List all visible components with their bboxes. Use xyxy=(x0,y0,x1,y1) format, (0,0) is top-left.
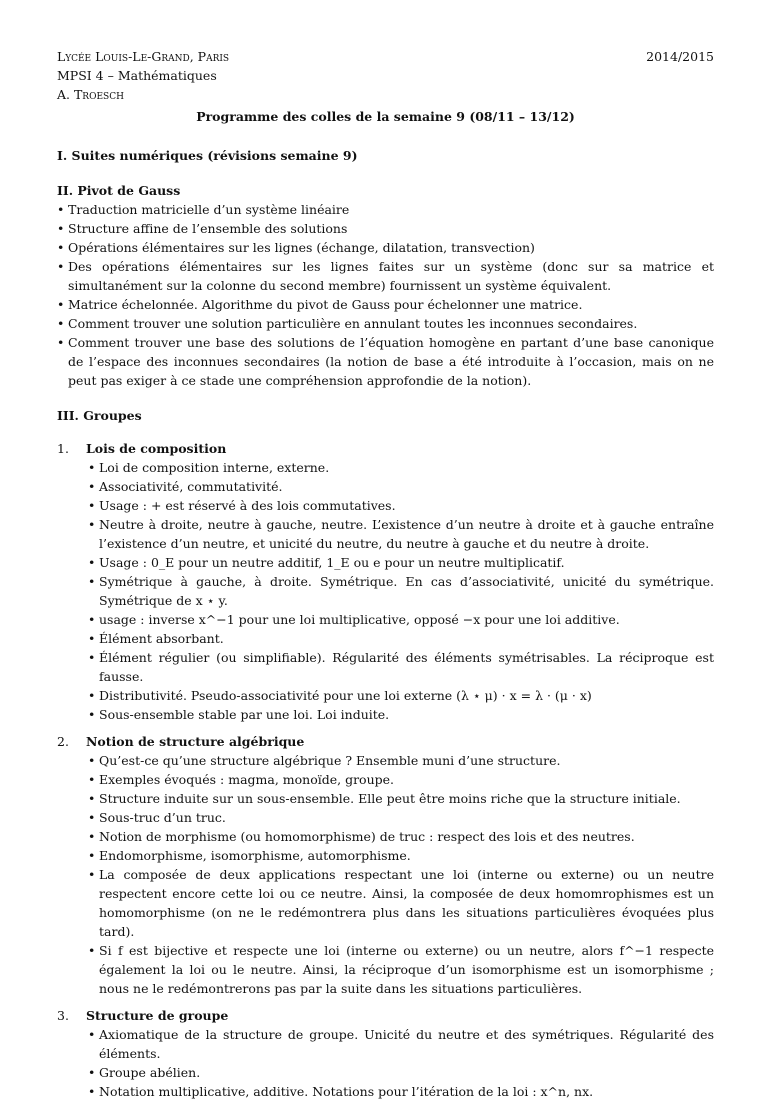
page-title: Programme des colles de la semaine 9 (08/11 – 13/12) xyxy=(196,109,575,124)
class-line: MPSI 4 – Mathématiques xyxy=(57,68,217,83)
section-pivot-gauss xyxy=(57,181,714,390)
list-item: • Des opérations élémentaires sur les lignes faites sur un système (donc sur sa matrice et simultanément sur la colonne du second membre) fournissent un système équivalent. xyxy=(57,257,714,295)
subsection-lois-composition xyxy=(57,439,714,724)
list-item: • Comment trouver une solution particulière en annulant toutes les inconnues secondaires. xyxy=(57,314,714,333)
subsection-title: Lois de composition xyxy=(86,441,227,456)
list-item: • Élément régulier (ou simplifiable). Régularité des éléments symétrisables. La réciproque est fausse. xyxy=(88,648,714,686)
list-item: • usage : inverse x^−1 pour une loi multiplicative, opposé −x pour une loi additive. xyxy=(88,610,714,629)
list-item: • Opérations élémentaires sur les lignes (échange, dilatation, transvection) xyxy=(57,238,714,257)
list-item: • Notation multiplicative, additive. Notations pour l’itération de la loi : x^n, nx. xyxy=(88,1082,714,1101)
subsection-number: 2. xyxy=(57,734,69,749)
school-year: 2014/2015 xyxy=(646,49,714,64)
list-item: • Notion de morphisme (ou homomorphisme) de truc : respect des lois et des neutres. xyxy=(88,827,714,846)
list-item: • Neutre à droite, neutre à gauche, neutre. L’existence d’un neutre à droite et à gauche entraîne l’existence d’un neutre, et unicité du neutre, du neutre à gauche et du neutre à droite. xyxy=(88,515,714,553)
subsection-structure-groupe xyxy=(57,1006,714,1101)
list-item: • Associativité, commutativité. xyxy=(88,477,714,496)
list-item: • Usage : 0_E pour un neutre additif, 1_E ou e pour un neutre multiplicatif. xyxy=(88,553,714,572)
section-suites xyxy=(57,146,714,165)
list-item: • Matrice échelonnée. Algorithme du pivot de Gauss pour échelonner une matrice. xyxy=(57,295,714,314)
section-heading: III. Groupes xyxy=(57,408,142,423)
list-item: • Sous-truc d’un truc. xyxy=(88,808,714,827)
document-page xyxy=(57,47,714,1117)
section-groupes xyxy=(57,406,714,1101)
list-item: • Si f est bijective et respecte une loi (interne ou externe) ou un neutre, alors f^−1 respecte également la loi ou le neutre. Ainsi, la réciproque d’un isomorphisme est un isomorphisme ; nous ne le redémontrerons pas par la suite dans les situations particulières. xyxy=(88,941,714,998)
list-item: • Sous-ensemble stable par une loi. Loi induite. xyxy=(88,705,714,724)
list-item: • Élément absorbant. xyxy=(88,629,714,648)
school-line: Lycée Louis-Le-Grand, Paris xyxy=(57,49,230,64)
section-heading: II. Pivot de Gauss xyxy=(57,183,181,198)
list-item: • Groupe abélien. xyxy=(88,1063,714,1082)
subsection-structure-algebrique xyxy=(57,732,714,998)
subsection-number: 1. xyxy=(57,441,69,456)
list-item: • Loi de composition interne, externe. xyxy=(88,458,714,477)
list-item: • Axiomatique de la structure de groupe. Unicité du neutre et des symétriques. Régularité des éléments. xyxy=(88,1025,714,1063)
list-item: • Comment trouver une base des solutions de l’équation homogène en partant d’une base canonique de l’espace des inconnues secondaires (la notion de base a été introduite à l’occasion, mais on ne peut pas exiger à ce stade une compréhension approfondie de la notion). xyxy=(57,333,714,390)
document-header xyxy=(57,47,714,105)
subsection-title: Notion de structure algébrique xyxy=(86,734,305,749)
subsection-number: 3. xyxy=(57,1008,69,1023)
list-item: • Symétrique à gauche, à droite. Symétrique. En cas d’associativité, unicité du symétrique. Symétrique de x ⋆ y. xyxy=(88,572,714,610)
teacher-line: A. Troesch xyxy=(57,87,124,102)
list-item: • Usage : + est réservé à des lois commutatives. xyxy=(88,496,714,515)
list-item: • La composée de deux applications respectant une loi (interne ou externe) ou un neutre respectent encore cette loi ou ce neutre. Ainsi, la composée de deux homomrophismes est un homomorphisme (on ne le redémontrera plus dans les situations particulières évoquées plus tard). xyxy=(88,865,714,941)
list-item: • Distributivité. Pseudo-associativité pour une loi externe (λ ⋆ μ) · x = λ · (μ · x) xyxy=(88,686,714,705)
list-item: • Structure affine de l’ensemble des solutions xyxy=(57,219,714,238)
section-heading: I. Suites numériques (révisions semaine 9) xyxy=(57,148,358,163)
subsection-title: Structure de groupe xyxy=(86,1008,229,1023)
list-item: • Exemples évoqués : magma, monoïde, groupe. xyxy=(88,770,714,789)
list-item: • Structure induite sur un sous-ensemble. Elle peut être moins riche que la structure initiale. xyxy=(88,789,714,808)
list-item: • Traduction matricielle d’un système linéaire xyxy=(57,200,714,219)
list-item: • Endomorphisme, isomorphisme, automorphisme. xyxy=(88,846,714,865)
list-item: • Qu’est-ce qu’une structure algébrique ? Ensemble muni d’une structure. xyxy=(88,751,714,770)
